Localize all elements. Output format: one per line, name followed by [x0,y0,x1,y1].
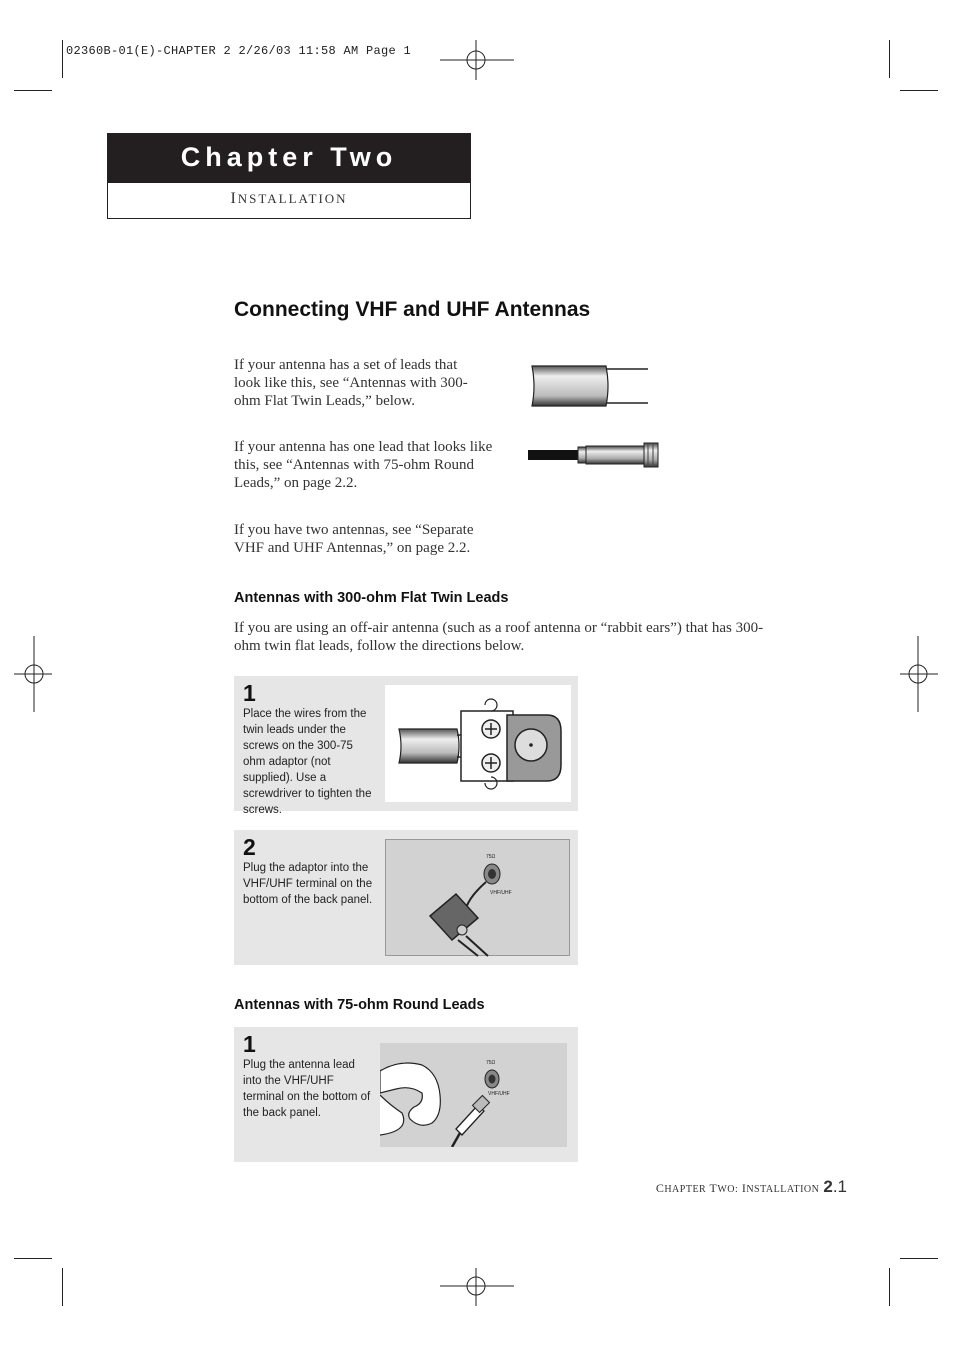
round-lead-illustration [526,438,666,472]
print-slug: 02360B-01(E)-CHAPTER 2 2/26/03 11:58 AM Page 1 [66,44,412,58]
terminal-label-vhf-uhf: VHF/UHF [490,890,512,896]
step-text: Place the wires from the twin leads under the screws on the 300-75 ohm adaptor (not supplied). Use a screwdriver to tighten the screws. [243,708,372,816]
flat-twin-lead-illustration [526,360,652,412]
step-text: Plug the adaptor into the VHF/UHF terminal on the bottom of the back panel. [243,862,373,906]
page-number: 2.1 [823,1177,847,1196]
chapter-subtitle: INSTALLATION [230,190,348,207]
adaptor-screws-illustration [385,685,571,802]
round-leads-step-1 [234,1027,578,1162]
hand-drawing [380,1043,567,1147]
intro-paragraph-flat: If your antenna has a set of leads that look like this, see “Antennas with 300-ohm Flat Twin Leads,” below. [234,357,468,409]
chapter-header [107,133,471,219]
step-number: 1 [243,680,256,706]
adaptor-plug-illustration [385,839,570,956]
terminal-label-75ohm: 75Ω [486,1060,496,1066]
step-number: 2 [243,834,256,860]
section-title: Connecting VHF and UHF Antennas [234,298,591,321]
adaptor-drawing [385,685,571,802]
page-footer [656,1177,847,1197]
flat-twin-heading: Antennas with 300-ohm Flat Twin Leads [234,590,509,606]
hand-plugging-lead-illustration [380,1043,567,1147]
step-number: 1 [243,1031,256,1057]
intro-paragraph-round: If your antenna has one lead that looks like this, see “Antennas with 75-ohm Round Leads,” on page 2.2. [234,439,493,491]
chapter-title: Chapter Two [108,134,470,183]
flat-twin-step-2 [234,830,578,965]
terminal-label-vhf-uhf: VHF/UHF [488,1091,510,1097]
round-leads-heading: Antennas with 75-ohm Round Leads [234,997,485,1013]
step-text: Plug the antenna lead into the VHF/UHF terminal on the bottom of the back panel. [243,1059,371,1119]
footer-running-title: CHAPTER TWO: INSTALLATION [655,1181,820,1195]
terminal-label-75ohm: 75Ω [486,854,496,860]
flat-twin-paragraph: If you are using an off-air antenna (such as a roof antenna or “rabbit ears”) that has 300-ohm twin flat leads, follow the directions below. [234,620,764,654]
adaptor-plug-drawing [386,840,571,957]
flat-twin-step-1 [234,676,578,816]
intro-paragraph-two-antennas: If you have two antennas, see “Separate VHF and UHF Antennas,” on page 2.2. [234,522,474,556]
